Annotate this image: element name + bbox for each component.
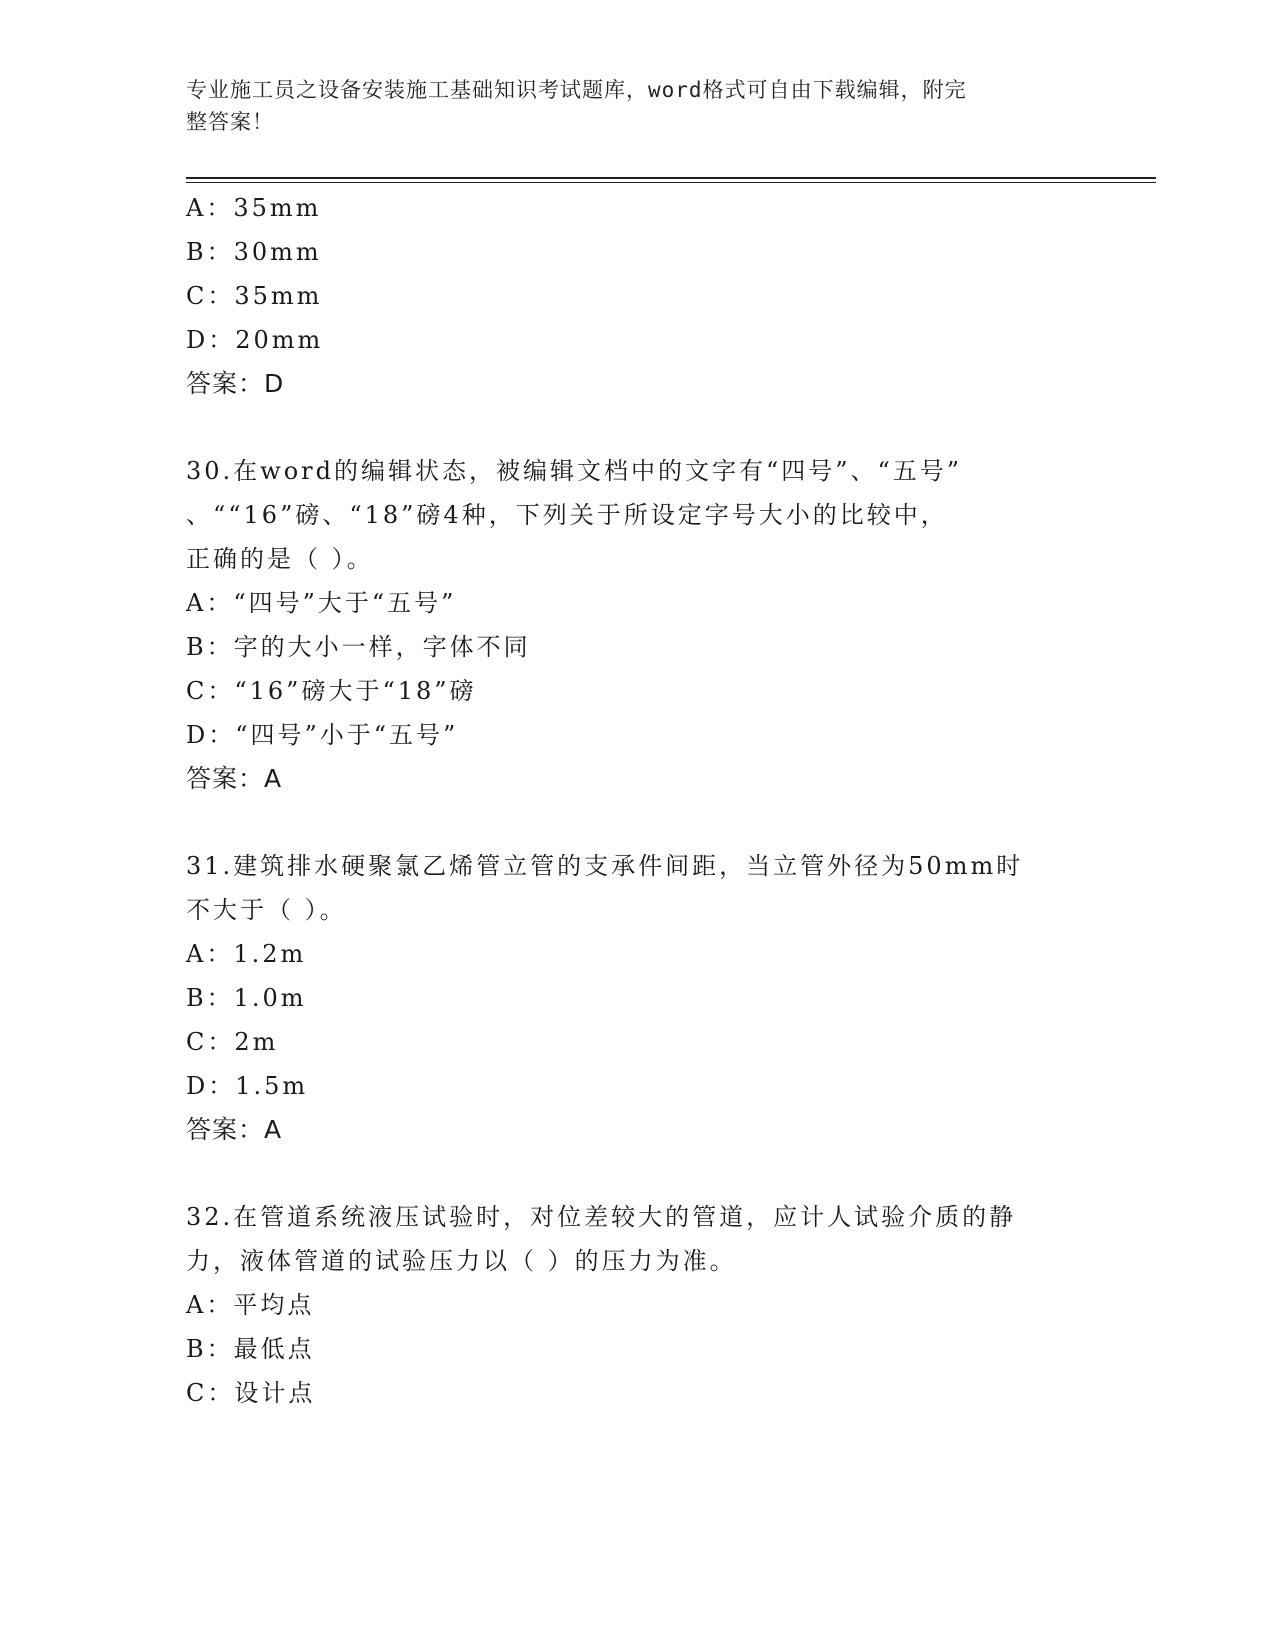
q29-option-c: C：35mm xyxy=(186,282,323,310)
q31-stem-line-2: 不大于（ ）。 xyxy=(186,896,347,924)
header-line-1: 专业施工员之设备安装施工基础知识考试题库，word格式可自由下载编辑，附完 xyxy=(186,78,967,102)
q32-stem-line-2: 力，液体管道的试验压力以（ ）的压力为准。 xyxy=(186,1247,737,1275)
q32-option-c: C：设计点 xyxy=(186,1379,316,1407)
q30-stem-line-2: 、““16”磅、“18”磅4种，下列关于所设定字号大小的比较中， xyxy=(186,501,948,529)
q30-option-a: A：“四号”大于“五号” xyxy=(186,589,457,617)
q29-option-b: B：30mm xyxy=(186,238,322,266)
q31-option-d: D：1.5m xyxy=(186,1072,309,1100)
q30-stem-line-1: 30.在word的编辑状态，被编辑文档中的文字有“四号”、“五号” xyxy=(186,457,963,485)
q32-stem-line-1: 32.在管道系统液压试验时，对位差较大的管道，应计人试验介质的静 xyxy=(186,1203,1017,1231)
q30-stem-line-3: 正确的是（ ）。 xyxy=(186,545,374,573)
q32-option-a: A：平均点 xyxy=(186,1291,315,1319)
q31-option-b: B：1.0m xyxy=(186,984,307,1012)
q29-option-a: A：35mm xyxy=(186,194,322,222)
q31-option-c: C：2m xyxy=(186,1028,279,1056)
q29-answer: 答案：D xyxy=(186,369,285,398)
q30-option-c: C：“16”磅大于“18”磅 xyxy=(186,677,477,705)
header-divider-thick xyxy=(186,177,1156,179)
q29-option-d: D：20mm xyxy=(186,326,324,354)
q31-option-a: A：1.2m xyxy=(186,940,307,968)
q31-answer: 答案：A xyxy=(186,1115,283,1144)
q30-answer: 答案：A xyxy=(186,764,283,793)
q32-option-b: B：最低点 xyxy=(186,1335,315,1363)
document-header xyxy=(186,74,1066,138)
q31-stem-line-1: 31.建筑排水硬聚氯乙烯管立管的支承件间距，当立管外径为50mm时 xyxy=(186,852,1024,880)
header-divider-thin xyxy=(186,182,1156,183)
q30-option-b: B：字的大小一样，字体不同 xyxy=(186,633,531,661)
q30-option-d: D：“四号”小于“五号” xyxy=(186,721,459,749)
header-line-2: 整答案！ xyxy=(186,110,274,134)
